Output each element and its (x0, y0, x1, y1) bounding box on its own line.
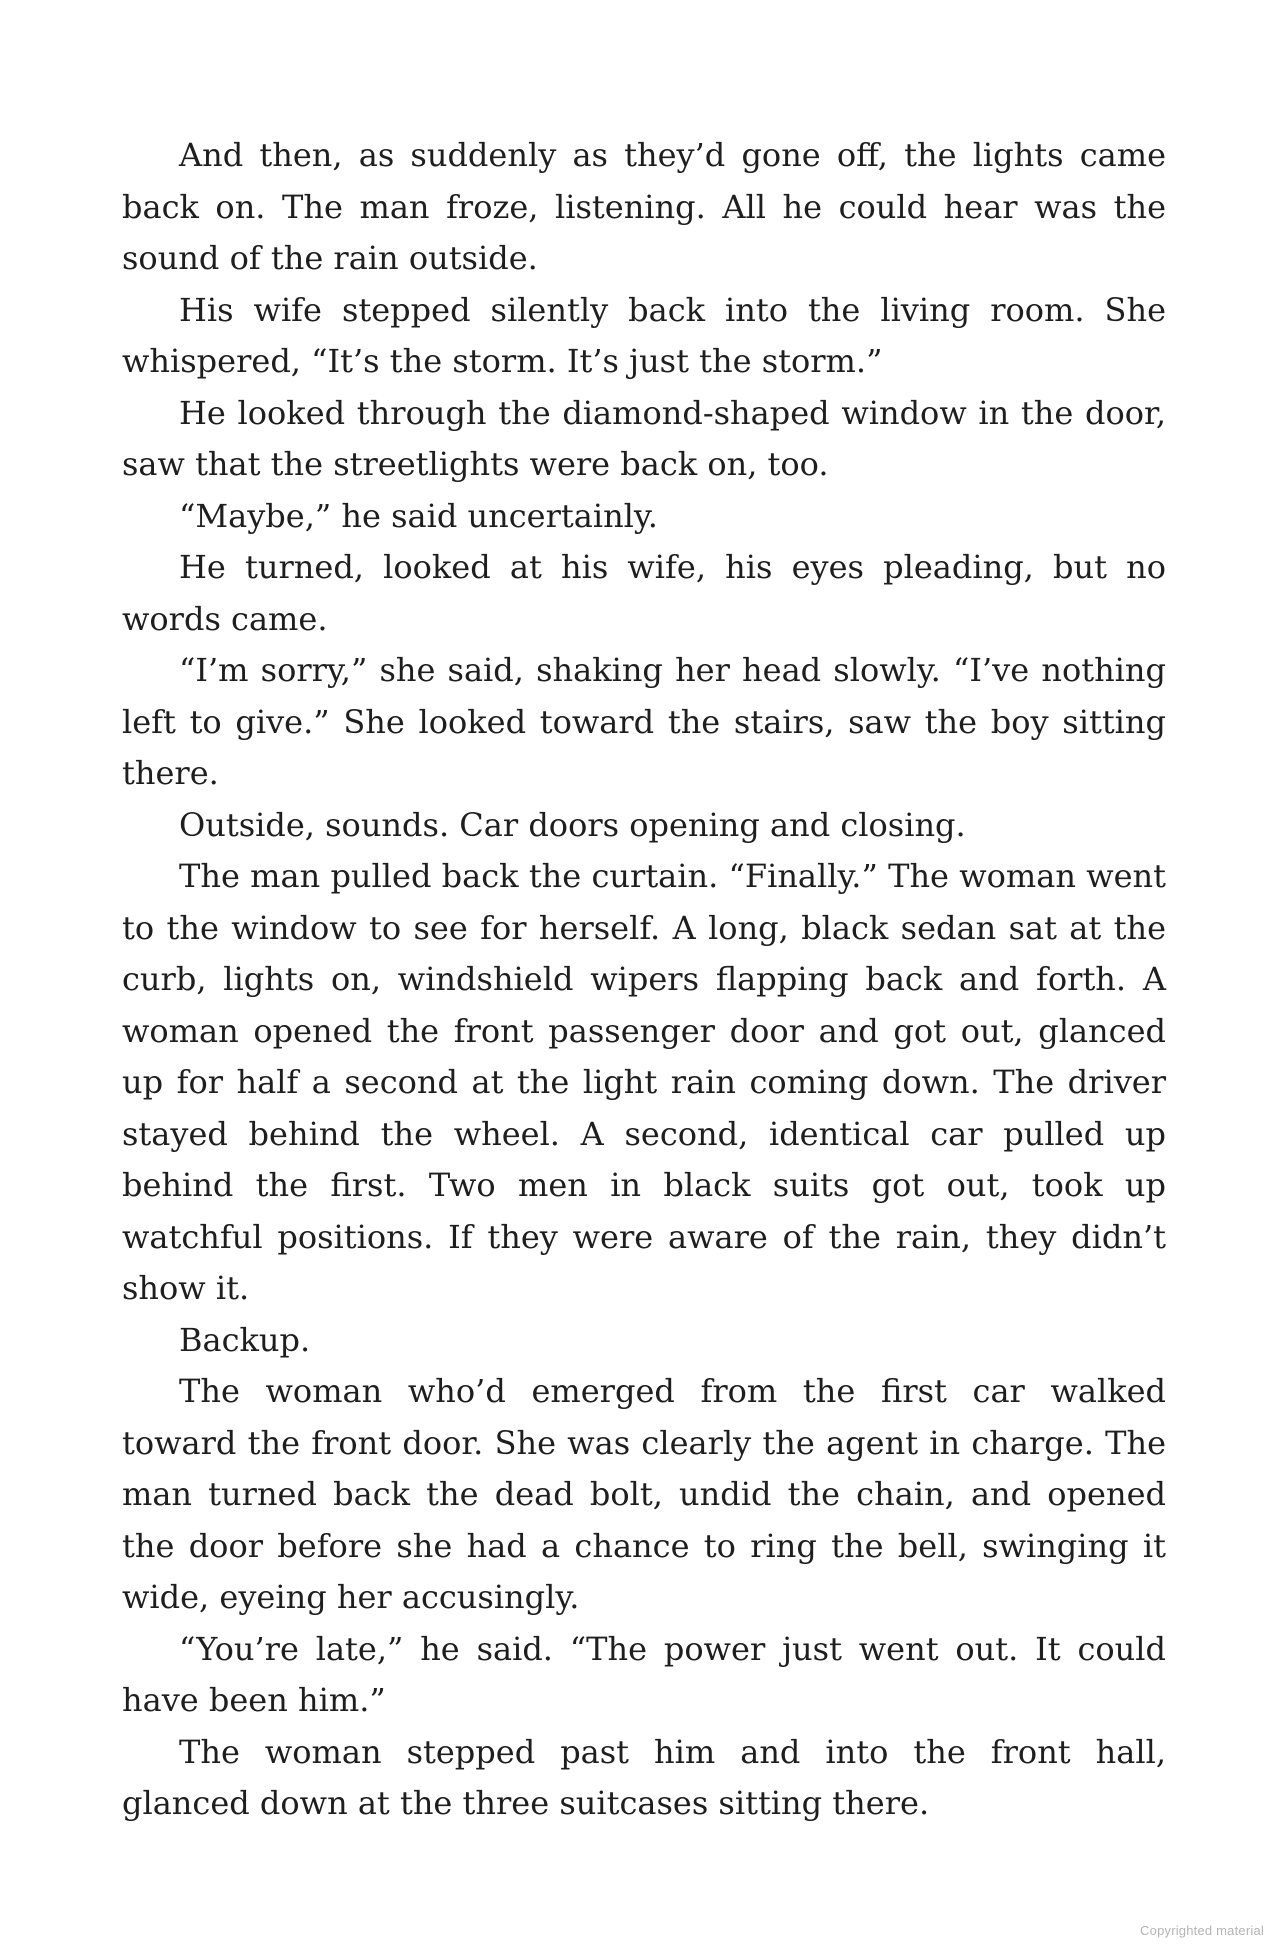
paragraph: The woman stepped past him and into the front hall, glanced down at the three suitcases sitting there. (122, 1732, 1166, 1822)
paragraph: Backup. (179, 1320, 311, 1359)
paragraph: The man pulled back the curtain. “Finally.” The woman went to the window to see for herself. A long, black sedan sat at the curb, lights on, windshield wipers flapping back and forth. A woman opened the front passenger door and got out, glanced up for half a second at the light rain coming down. The driver stayed behind the wheel. A second, identical car pulled up behind the first. Two men in black suits got out, took up watchful positions. If they were aware of the rain, they didn’t show it. (122, 857, 1166, 1307)
paragraph: Outside, sounds. Car doors opening and closing. (179, 805, 966, 844)
paragraph: The woman who’d emerged from the first car walked toward the front door. She was clearly the agent in charge. The man turned back the dead bolt, undid the chain, and opened the door before she had a chance to ring the bell, swinging it wide, eyeing her accusingly. (122, 1372, 1166, 1616)
paragraph: “You’re late,” he said. “The power just went out. It could have been him.” (122, 1629, 1166, 1719)
paragraph: “Maybe,” he said uncertainly. (179, 496, 658, 535)
copyright-watermark: Copyrighted material (1140, 1923, 1264, 1938)
paragraph: He turned, looked at his wife, his eyes pleading, but no words came. (122, 548, 1166, 638)
paragraph: His wife stepped silently back into the living room. She whispered, “It’s the storm. It’s just the storm.” (122, 290, 1166, 380)
paragraph: He looked through the diamond-shaped window in the door, saw that the streetlights were back on, too. (122, 393, 1166, 483)
paragraph: And then, as suddenly as they’d gone off, the lights came back on. The man froze, listening. All he could hear was the sound of the rain outside. (122, 136, 1166, 277)
body-text (122, 130, 1166, 1830)
paragraph: “I’m sorry,” she said, shaking her head slowly. “I’ve nothing left to give.” She looked toward the stairs, saw the boy sitting there. (122, 651, 1166, 792)
